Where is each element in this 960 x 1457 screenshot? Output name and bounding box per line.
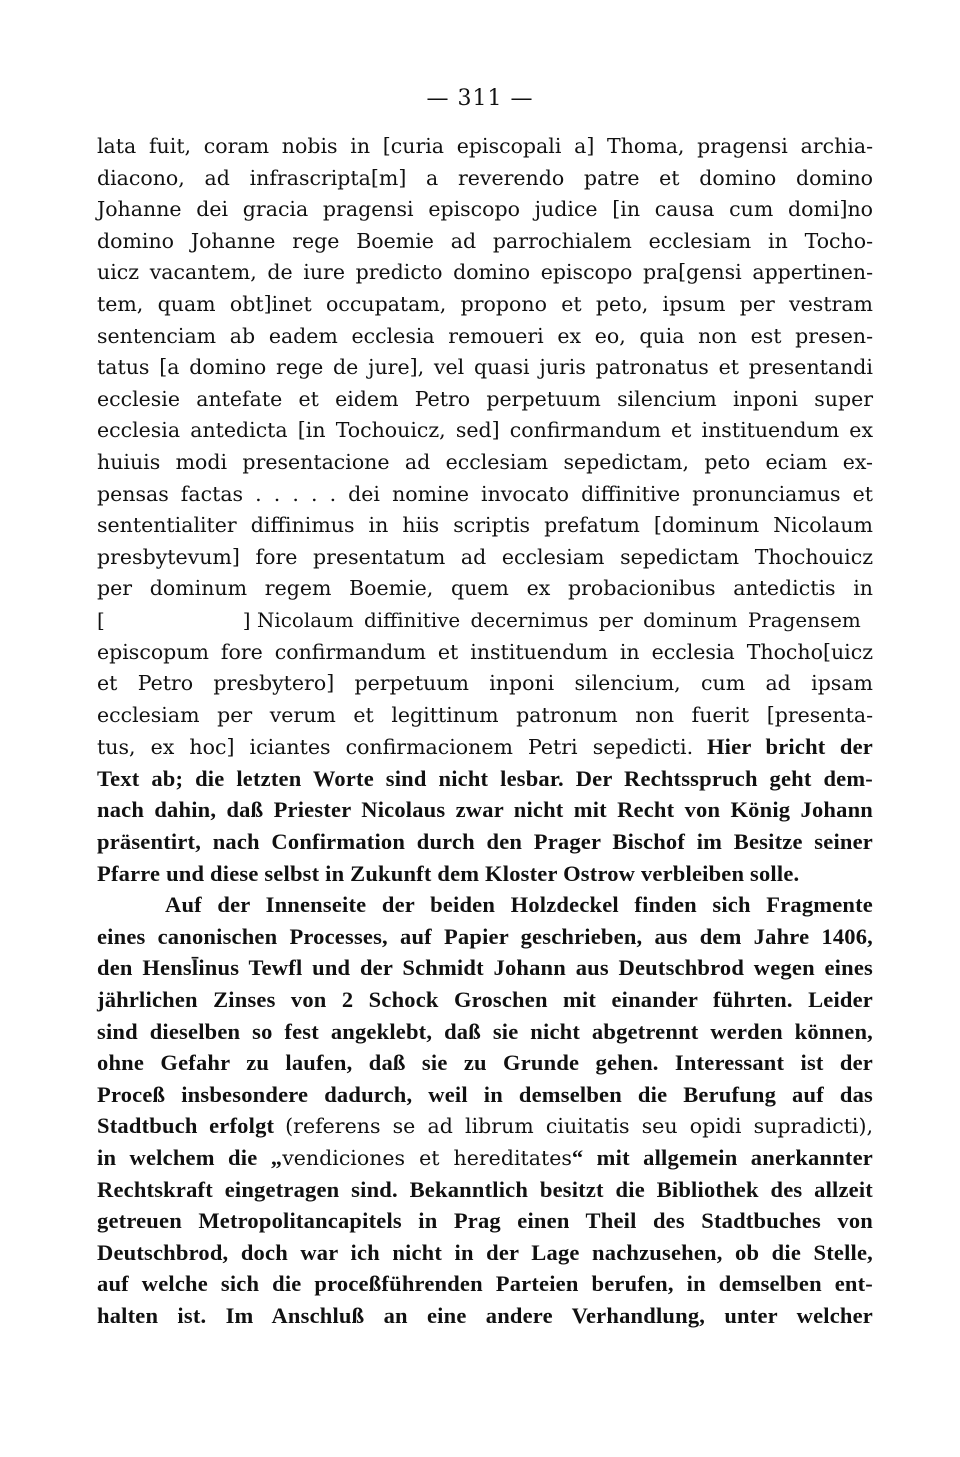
- text-line: getreuen Metropolitancapitels in Prag einen Theil des Stadtbuches von: [97, 1208, 873, 1234]
- text-line-mixed: [97, 1110, 873, 1142]
- text-line: Text ab; die letzten Worte sind nicht lesbar. Der Rechtsspruch geht dem-: [97, 765, 873, 791]
- text-line: sentenciam ab eadem ecclesia remoueri ex eo, quia non est presen-: [97, 323, 873, 348]
- text-line: tem, quam obt]inet occupatam, propono et peto, ipsum per vestram: [97, 291, 873, 316]
- text-line: tatus [a domino rege de jure], vel quasi juris patronatus et presentandi: [97, 355, 873, 380]
- text-line-mixed: [97, 1142, 873, 1174]
- german-fragment: in welchem die „: [97, 1145, 283, 1170]
- text-line: den Hensl̄inus Tewfl und der Schmidt Johann aus Deutschbrod wegen eines: [97, 955, 873, 981]
- german-fragment: Stadtbuch erfolgt: [97, 1113, 275, 1139]
- text-line: Johanne dei gracia pragensi episcopo judice [in causa cum domi]no: [97, 197, 873, 222]
- text-line: Deutschbrod, doch war ich nicht in der Lage nachzusehen, ob die Stelle,: [97, 1239, 873, 1265]
- latin-fragment: (referens se ad librum ciuitatis seu opidi supradicti),: [285, 1114, 873, 1139]
- text-line: et Petro presbytero] perpetuum inponi silencium, cum ad ipsam: [97, 671, 873, 696]
- text-line: ecclesiam per verum et legittinum patronum non fuerit [presenta-: [97, 702, 873, 727]
- text-line: jährlichen Zinses von 2 Schock Groschen mit einander führten. Leider: [97, 987, 873, 1013]
- text-line: presbytevum] fore presentatum ad ecclesiam sepedictam Thochouicz: [97, 544, 873, 569]
- text-line: auf welche sich die proceßführenden Parteien berufen, in demselben ent-: [97, 1271, 873, 1297]
- body-text: [97, 131, 873, 1332]
- text-line: präsentirt, nach Confirmation durch den Prager Bischof im Besitze seiner: [97, 829, 873, 855]
- german-fragment: “ mit allgemein anerkannter: [571, 1145, 873, 1170]
- text-line: episcopum fore confirmandum et instituendum in ecclesia Thocho[uicz: [97, 639, 873, 664]
- text-line: lata fuit, coram nobis in [curia episcopali a] Thoma, pragensi archia-: [97, 134, 873, 158]
- text-line: sententialiter diffinimus in hiis scriptis prefatum [dominum Nicolaum: [97, 513, 873, 538]
- text-line: sind dieselben so fest angeklebt, daß sie nicht abgetrennt werden können,: [97, 1018, 873, 1044]
- text-line: domino Johanne rege Boemie ad parrochialem ecclesiam in Tocho-: [97, 228, 873, 253]
- text-line: pensas factas . . . . . dei nomine invocato diffinitive pronunciamus et: [97, 481, 873, 506]
- text-line: Proceß insbesondere dadurch, weil in demselben die Berufung auf das: [97, 1081, 873, 1107]
- text-line: huiuis modi presentacione ad ecclesiam sepedictam, peto eciam ex-: [97, 449, 873, 474]
- text-line: eines canonischen Processes, auf Papier geschrieben, aus dem Jahre 1406,: [97, 923, 873, 949]
- close-bracket: ]: [242, 608, 251, 632]
- text-line: uicz vacantem, de iure predicto domino episcopo pra[gensi appertinen-: [97, 260, 873, 285]
- text-line: ecclesia antedicta [in Tochouicz, sed] confirmandum et instituendum ex: [97, 418, 873, 443]
- text-line: nach dahin, daß Priester Nicolaus zwar nicht mit Recht von König Johann: [97, 797, 873, 823]
- latin-fragment: vendiciones et hereditates: [282, 1146, 572, 1170]
- text-line: ohne Gefahr zu laufen, daß sie zu Grunde gehen. Interessant ist der: [97, 1050, 873, 1076]
- text-line-fragment: Nicolaum diffinitive decernimus per dominum Pragensem: [256, 608, 861, 632]
- latin-fragment: tus, ex hoc] iciantes confirmacionem Petri sepedicti.: [97, 735, 694, 760]
- text-line: ecclesie antefate et eidem Petro perpetuum silencium inponi super: [97, 386, 873, 411]
- text-line: Pfarre und diese selbst in Zukunft dem Kloster Ostrow verbleiben solle.: [97, 860, 800, 886]
- paragraph-first-line: Auf der Innenseite der beiden Holzdeckel finden sich Fragmente: [165, 892, 873, 918]
- german-fragment: Hier bricht der: [706, 734, 873, 760]
- text-line-bracket-gap: [97, 605, 873, 637]
- text-line-mixed: [97, 731, 873, 763]
- text-line: halten ist. Im Anschluß an eine andere Verhandlung, unter welcher: [97, 1302, 873, 1328]
- open-bracket: [: [97, 608, 105, 632]
- text-line: diacono, ad infrascripta[m] a reverendo patre et domino domino: [97, 165, 873, 190]
- page-number: — 311 —: [426, 86, 534, 111]
- text-line: Rechtskraft eingetragen sind. Bekanntlich besitzt die Bibliothek des allzeit: [97, 1176, 873, 1202]
- text-line: per dominum regem Boemie, quem ex probacionibus antedictis in: [97, 576, 873, 601]
